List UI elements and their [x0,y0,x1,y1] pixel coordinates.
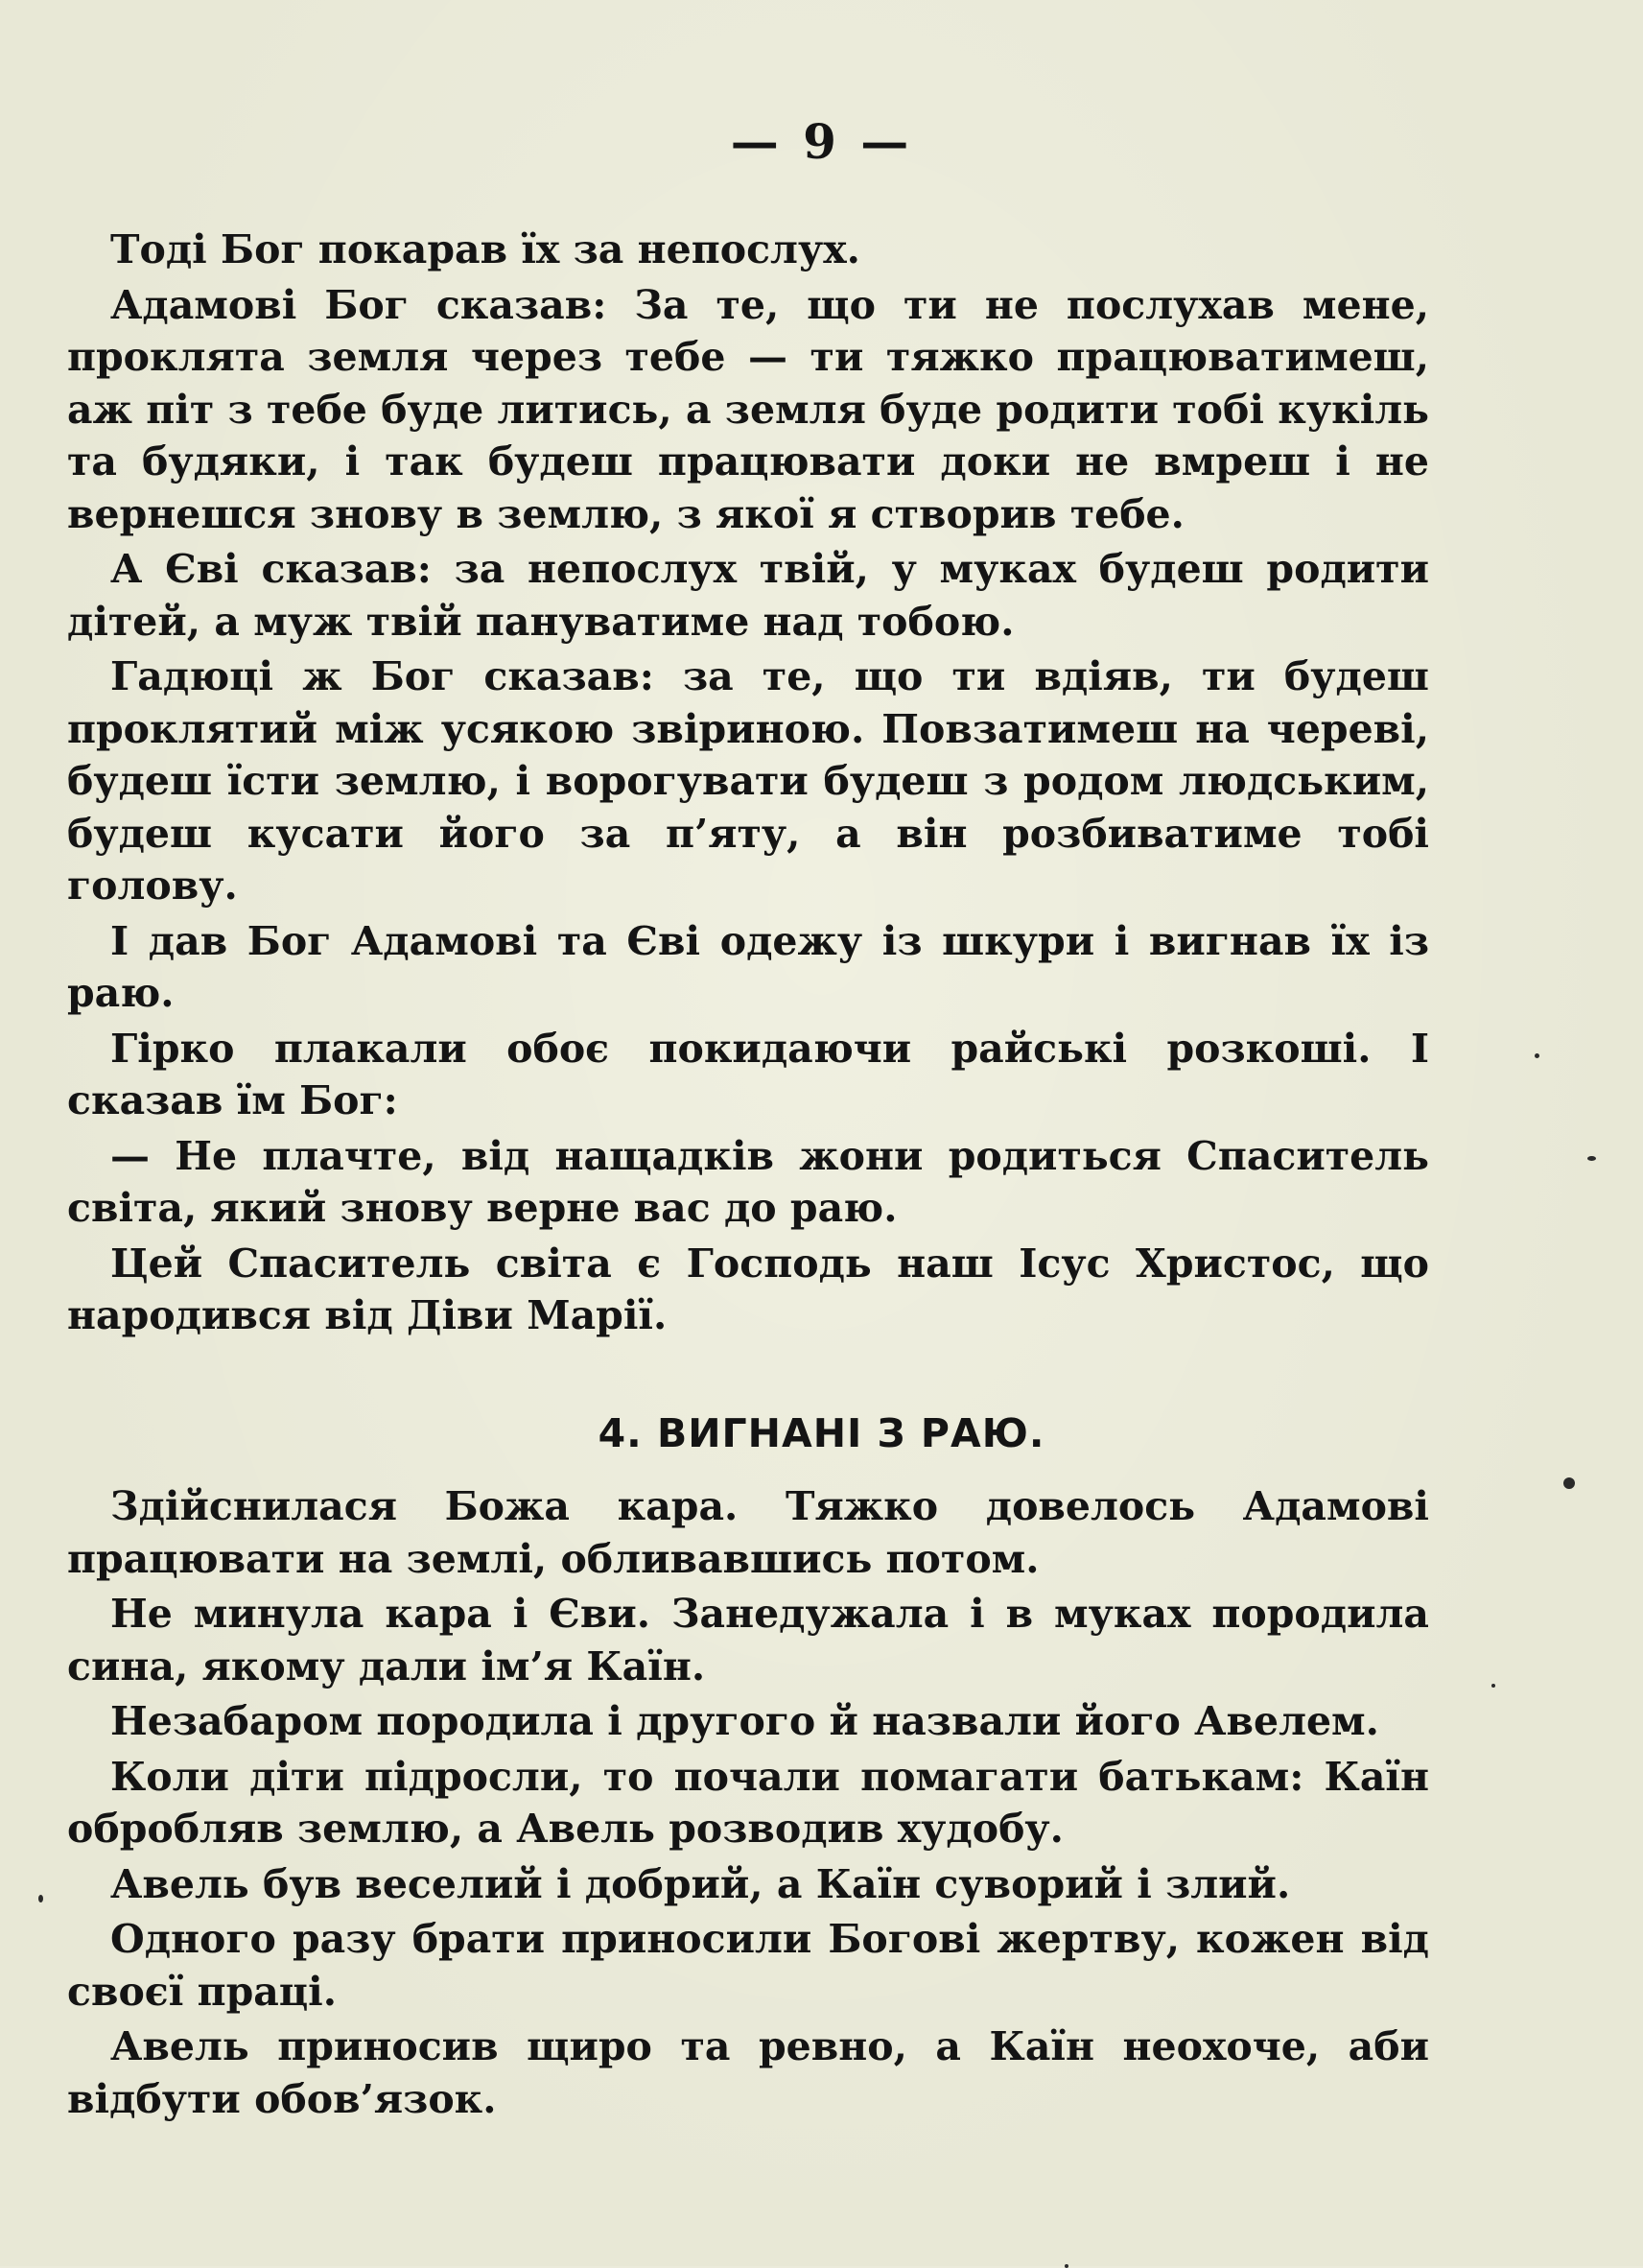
print-speck [1491,1684,1495,1688]
paragraph: Тоді Бог покарав їх за непослух. [110,226,860,272]
paragraph: Гірко плакали обоє покидаючи райські розкоші. І сказав їм Бог: [67,1025,1429,1123]
paragraph: Гадюці ж Бог сказав: за те, що ти вдіяв, ти будеш проклятий між усякою звіриною. Повзатимеш на череві, будеш їсти землю, і ворогувати будеш з родом людським, будеш кусати його за п’яту, а він розбиватиме тобі голову. [67,653,1429,909]
page-number: — 9 — [730,113,913,170]
paragraph: І дав Бог Адамові та Єві одежу із шкури і вигнав їх із раю. [67,917,1429,1016]
print-speck [1065,2264,1068,2268]
section-3-text [67,224,1429,1345]
section-4-text [67,1480,1429,2128]
paragraph: Одного разу брати приносили Богові жертву, кожен від своєї праці. [67,1916,1429,2015]
paragraph: Авель був веселий і добрий, а Каїн суворий і злий. [110,1860,1291,1907]
paragraph: Адамові Бог сказав: За те, що ти не послухав мене, проклята земля через тебе — ти тяжко працюватимеш, аж піт з тебе буде литись, а земля буде родити тобі кукіль та будяки, і так будеш працювати доки не вмреш і не вернешся знову в землю, з якої я створив тебе. [67,281,1429,537]
paragraph: Коли діти підросли, то почали помагати батькам: Каїн обробляв землю, а Авель розводив худобу. [67,1753,1429,1852]
paragraph: Не минула кара і Єви. Занедужала і в муках породила сина, якому дали ім’я Каїн. [67,1591,1429,1689]
section-heading: 4. ВИГНАНІ З РАЮ. [598,1410,1045,1456]
print-speck [1535,1053,1539,1058]
paragraph: А Єві сказав: за непослух твій, у муках будеш родити дітей, а муж твій пануватиме над тобою. [67,546,1429,645]
paragraph: Авель приносив щиро та ревно, а Каїн неохоче, аби відбути обов’язок. [67,2023,1429,2122]
paragraph: Цей Спаситель світа є Господь наш Ісус Христос, що народився від Діви Марії. [67,1240,1429,1338]
paragraph: — Не плачте, від нащадків жони родиться Спаситель світа, який знову верне вас до раю. [67,1132,1429,1231]
paragraph: Здійснилася Божа кара. Тяжко довелось Адамові працювати на землі, обливавшись потом. [67,1483,1429,1582]
print-speck [38,1895,43,1902]
paragraph: Незабаром породила і другого й назвали його Авелем. [110,1698,1379,1744]
print-speck [1563,1477,1575,1489]
print-speck [1587,1156,1596,1161]
